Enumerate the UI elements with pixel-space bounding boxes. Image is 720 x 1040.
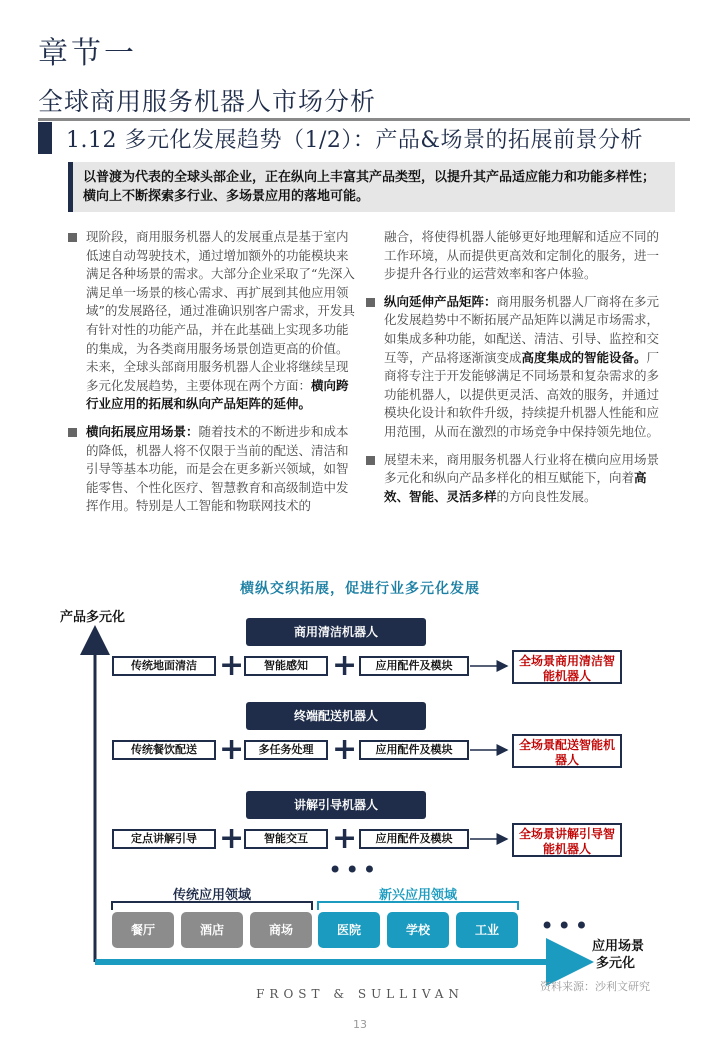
plus-icon: + — [219, 732, 245, 767]
paragraph-horizontal-expansion: 横向拓展应用场景：随着技术的不断进步和成本的降低，机器人将不仅限于当前的配送、清洁和引导等基本功能，而是会在更多新兴领域，如智能零售、个性化医疗、智慧教育和高级制造中发挥作用。特别是人工智能和物联网技术的 — [68, 423, 358, 516]
more-products-dots: ••• — [328, 856, 380, 884]
x-axis-label: 应用场景 多元化 — [592, 939, 645, 971]
step-smart-interaction: 智能交互 — [244, 829, 328, 849]
step-accessories-modules: 应用配件及模块 — [359, 829, 469, 849]
paragraph-continuation: 融合，将使得机器人能够更好地理解和适应不同的工作环境，从而提供更高效和定制化的服务，进一步提升各行业的运营效率和客户体验。 — [384, 229, 660, 282]
field-school: 学校 — [387, 912, 449, 948]
step-multitask: 多任务处理 — [244, 740, 328, 760]
paragraph-outlook: 展望未来，商用服务机器人行业将在横向应用场景多元化和纵向产品多样化的相互赋能下，向着高效、智能、灵活多样的方向良性发展。 — [366, 451, 660, 507]
source-note: 资料来源：沙利文研究 — [540, 980, 650, 993]
emerging-fields-label: 新兴应用领域 — [378, 888, 457, 903]
result-delivery-robot: 全场景配送智能机器人 — [512, 734, 622, 768]
plus-icon: + — [219, 648, 245, 683]
paragraph-current-stage: 现阶段，商用服务机器人的发展重点是基于室内低速自动驾驶技术，通过增加额外的功能模块来满足各种场景的需求。大部分企业采取了“先深入满足单一场景的核心需求、再扩展到其他应用领域”的发展路径，通过准确识别客户需求，开发具有针对性的功能产品，并在此基础上实现多功能的集成，为各类商用服务场景创造更高的价值。未来，全球头部商用服务机器人企业将继续呈现多元化发展趋势，主要体现在两个方面：横向跨行业应用的拓展和纵向产品矩阵的延伸。 — [68, 228, 358, 414]
field-restaurant: 餐厅 — [112, 912, 174, 948]
plus-icon: + — [332, 732, 358, 767]
step-smart-perception: 智能感知 — [244, 656, 328, 676]
step-fixed-point-guide: 定点讲解引导 — [112, 829, 216, 849]
traditional-fields-label: 传统应用领域 — [172, 888, 251, 903]
chapter-label: 章节一 — [38, 36, 137, 71]
page-number: 13 — [353, 1018, 367, 1031]
traditional-bracket — [112, 902, 312, 910]
field-hotel: 酒店 — [181, 912, 243, 948]
plus-icon: + — [332, 648, 358, 683]
result-guide-robot: 全场景讲解引导智能机器人 — [512, 823, 622, 857]
category-cleaning-robot: 商用清洁机器人 — [246, 618, 426, 646]
brand-logo-text: FROST & SULLIVAN — [256, 987, 464, 1001]
result-cleaning-robot: 全场景商用清洁智能机器人 — [512, 650, 622, 684]
y-axis-label: 产品多元化 — [60, 610, 126, 625]
plus-icon: + — [332, 821, 358, 856]
category-guide-robot: 讲解引导机器人 — [246, 791, 426, 819]
field-mall: 商场 — [250, 912, 312, 948]
step-accessories-modules: 应用配件及模块 — [359, 740, 469, 760]
step-traditional-floor-cleaning: 传统地面清洁 — [112, 656, 216, 676]
step-traditional-food-delivery: 传统餐饮配送 — [112, 740, 216, 760]
step-accessories-modules: 应用配件及模块 — [359, 656, 469, 676]
paragraph-vertical-matrix: 纵向延伸产品矩阵：商用服务机器人厂商将在多元化发展趋势中不断拓展产品矩阵以满足市场需求，如集成多种功能，如配送、清洁、引导、监控和交互等，产品将逐渐演变成高度集成的智能设备。厂商将专注于开发能够满足不同场景和复杂需求的多功能机器人，以提供更灵活、高效的服务，并通过模块化设计和软件升级，持续提升机器人性能和应用范围，从而在激烈的市场竞争中保持领先地位。 — [366, 293, 660, 442]
page-title: 全球商用服务机器人市场分析 — [38, 87, 377, 116]
more-fields-dots: ••• — [540, 912, 592, 940]
emerging-bracket — [318, 902, 518, 910]
section-title: 1.12 多元化发展趋势（1/2）：产品&场景的拓展前景分析 — [66, 128, 643, 153]
plus-icon: + — [219, 821, 245, 856]
field-industry: 工业 — [456, 912, 518, 948]
category-delivery-robot: 终端配送机器人 — [246, 702, 426, 730]
field-hospital: 医院 — [318, 912, 380, 948]
diagram-title: 横纵交织拓展，促进行业多元化发展 — [240, 581, 480, 597]
summary-callout: 以普渡为代表的全球头部企业，正在纵向上丰富其产品类型，以提升其产品适应能力和功能多样性；横向上不断探索多行业、多场景应用的落地可能。 — [68, 162, 675, 212]
